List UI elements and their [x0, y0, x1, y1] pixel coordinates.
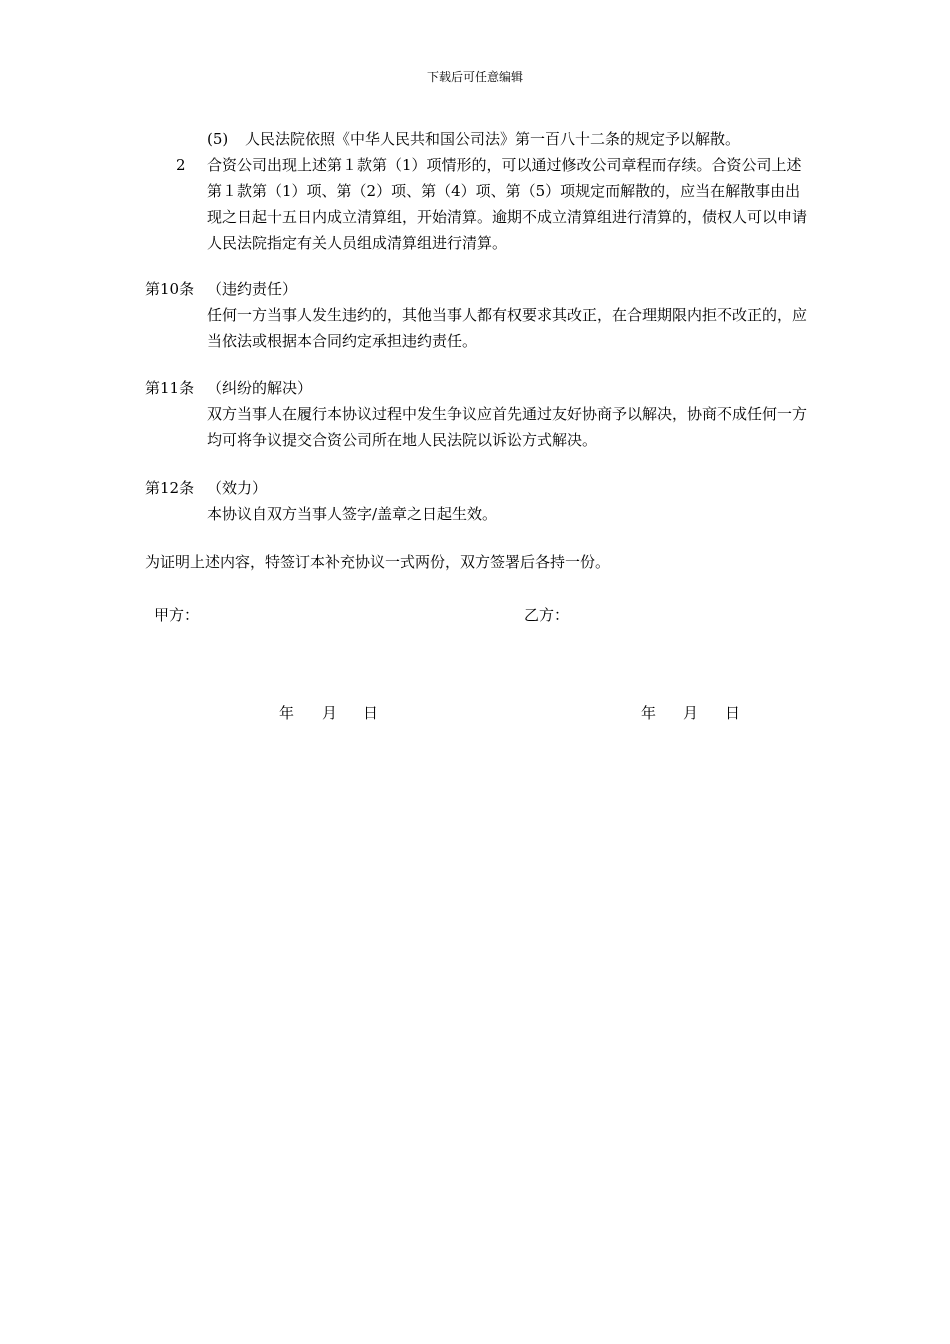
clause-11-number: 第11条 [145, 379, 195, 397]
clause-12-number: 第12条 [145, 479, 195, 497]
party-a-date-year: 年 [279, 704, 295, 722]
party-a-date-month: 月 [322, 704, 338, 722]
closing-statement: 为证明上述内容，特签订本补充协议一式两份，双方签署后各持一份。 [145, 553, 611, 571]
item-2-number: 2 [176, 156, 186, 174]
page-header-note: 下载后可任意编辑 [426, 70, 523, 84]
clause-10-number: 第10条 [145, 280, 195, 298]
party-b-label: 乙方： [524, 606, 570, 624]
item-2-text: 合资公司出现上述第１款第（1）项情形的，可以通过修改公司章程而存续。合资公司上述第１款第（1）项、第（2）项、第（4）项、第（5）项规定而解散的，应当在解散事由出现之日起十五日内成立清算组，开始清算。逾期不成立清算组进行清算的，债权人可以申请人民法院指定有关人员组成清算组进行清算。 [207, 156, 808, 252]
clause-10-title: （违约责任） [207, 280, 298, 298]
party-b-date-year: 年 [641, 704, 657, 722]
clause-10-body: 任何一方当事人发生违约的，其他当事人都有权要求其改正，在合理期限内拒不改正的，应当依法或根据本合同约定承担违约责任。 [207, 306, 808, 350]
clause-12-title: （效力） [207, 479, 268, 497]
party-a-date-day: 日 [363, 704, 379, 722]
clause-12-body: 本协议自双方当事人签字/盖章之日起生效。 [207, 505, 498, 523]
party-b-date-month: 月 [683, 704, 699, 722]
item-5-text: 人民法院依照《中华人民共和国公司法》第一百八十二条的规定予以解散。 [245, 130, 741, 148]
item-5-number: (5) [207, 130, 229, 148]
party-a-label: 甲方： [154, 606, 200, 624]
party-b-date-day: 日 [725, 704, 741, 722]
clause-11-title: （纠纷的解决） [207, 379, 313, 397]
clause-11-body: 双方当事人在履行本协议过程中发生争议应首先通过友好协商予以解决，协商不成任何一方均可将争议提交合资公司所在地人民法院以诉讼方式解决。 [207, 405, 808, 449]
